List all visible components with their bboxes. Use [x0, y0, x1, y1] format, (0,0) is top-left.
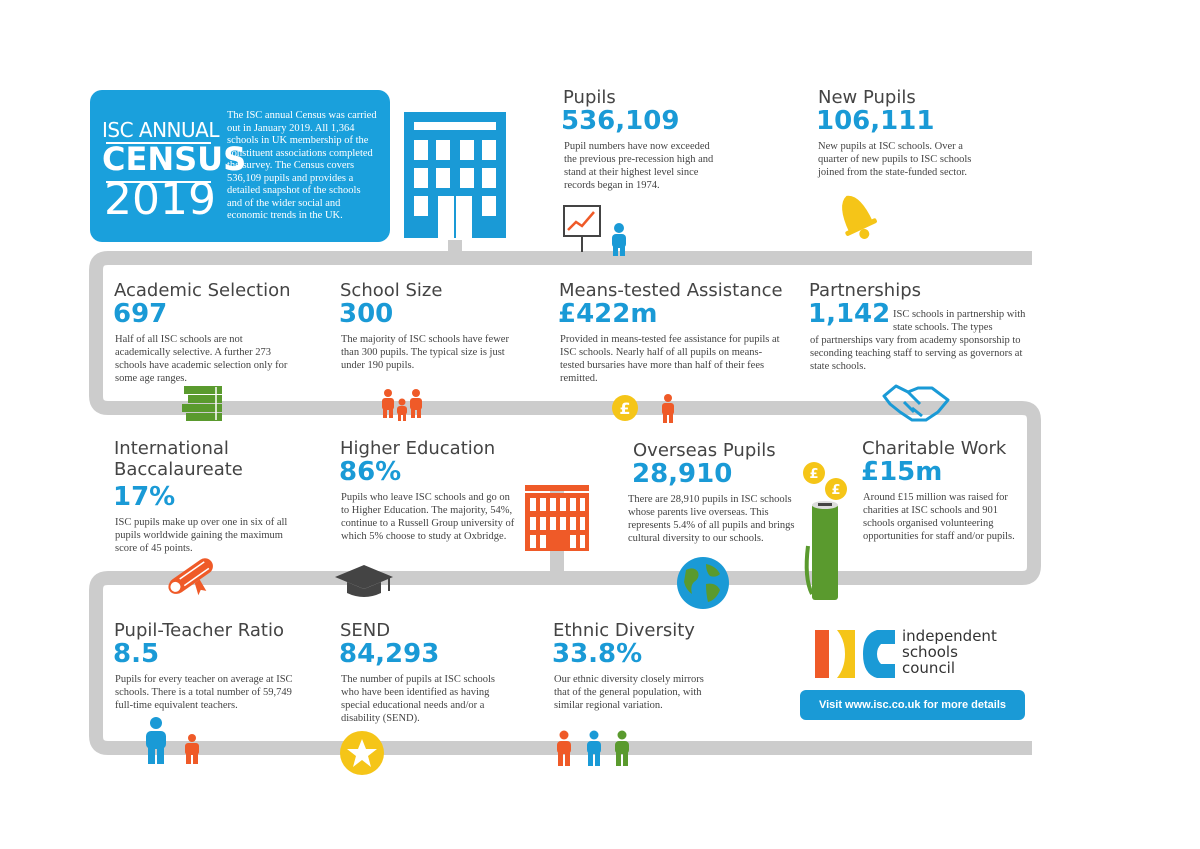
higher-education-value: 86%: [339, 457, 402, 487]
teacher-pupil-icon: [140, 716, 210, 766]
school-size-heading: School Size: [340, 280, 443, 301]
overseas-value: 28,910: [632, 459, 733, 489]
school-size-text: The majority of ISC schools have fewer than 300 pupils. The typical size is just under 190 pupils.: [341, 334, 509, 371]
isc-logo-text: [902, 628, 997, 676]
diploma-icon: [160, 550, 222, 602]
overseas-heading: Overseas Pupils: [633, 440, 776, 461]
means-tested-text: Provided in means-tested fee assistance for pupils at ISC schools. Nearly half of all pupils on means-tested bursaries have more than half of their fees remitted.: [560, 334, 780, 384]
means-tested-heading: Means-tested Assistance: [559, 280, 783, 301]
collection-tin-icon: [800, 498, 850, 606]
ib-text: ISC pupils make up over one in six of all pupils worldwide gaining the maximum score of 45 points.: [115, 517, 288, 554]
overseas-text: There are 28,910 pupils in ISC schools whose parents live overseas. This represents 5.4% of all pupils and brings cultural diversity to our schools.: [628, 494, 795, 544]
higher-education-text: Pupils who leave ISC schools and go on to Higher Education. The majority, 54%, continue to a Russell Group university of which 5% choose to study at Oxbridge.: [341, 492, 515, 542]
family-icon: [378, 388, 428, 424]
census-title-small: ISC ANNUAL: [102, 118, 219, 142]
logo-line2: schools: [902, 643, 958, 661]
higher-education-heading: Higher Education: [340, 438, 496, 459]
logo-line1: independent: [902, 627, 997, 645]
globe-icon: [676, 556, 730, 610]
census-title-box: [90, 90, 390, 242]
census-description: The ISC annual Census was carried out in January 2019. All 1,364 schools in UK membership of the constituent associations completed the survey. The Census covers 536,109 pupils and provides a detailed snapshot of the schools and of the wider social and economic trends in the UK.: [227, 110, 377, 221]
ethnic-value: 33.8%: [552, 639, 643, 669]
pound-coin-icon: [610, 393, 690, 427]
charitable-text: Around £15 million was raised for charities at ISC schools and 901 schools organised volunteering opportunities for staff and/or pupils.: [863, 492, 1015, 542]
ib-value: 17%: [113, 482, 176, 512]
pupil-icon: [607, 222, 631, 258]
handshake-icon: [882, 378, 952, 428]
campus-building-icon: [523, 483, 591, 555]
diverse-people-icon: [552, 730, 634, 770]
ib-heading-line1: International: [114, 438, 229, 459]
send-text: The number of pupils at ISC schools who have been identified as having special educational needs and/or a disability (SEND).: [341, 674, 495, 724]
partnerships-text: of partnerships vary from academy sponsorship to seconding teaching staff to serving as governors at state schools.: [810, 335, 1023, 372]
new-pupils-value: 106,111: [816, 106, 935, 136]
pupils-text: Pupil numbers have now exceeded the previous pre-recession high and stand at their highest level since records began in 1974.: [564, 141, 714, 191]
census-title-big: CENSUS: [102, 140, 247, 178]
logo-line3: council: [902, 659, 956, 677]
academic-selection-heading: Academic Selection: [114, 280, 291, 301]
means-tested-value: £422m: [558, 299, 658, 329]
svg-text:£: £: [619, 399, 631, 418]
academic-selection-text: Half of all ISC schools are not academically selective. A further 273 schools have academic selection only for some age ranges.: [115, 334, 288, 384]
star-icon: [339, 730, 385, 776]
ptr-heading: Pupil-Teacher Ratio: [114, 620, 284, 641]
census-year: 2019: [104, 174, 216, 225]
send-heading: SEND: [340, 620, 391, 641]
new-pupils-text: New pupils at ISC schools. Over a quarter of new pupils to ISC schools joined from the state-funded sector.: [818, 141, 972, 178]
visit-website-button[interactable]: Visit www.isc.co.uk for more details: [800, 690, 1025, 720]
pupils-heading: Pupils: [563, 87, 616, 108]
send-value: 84,293: [339, 639, 440, 669]
ptr-text: Pupils for every teacher on average at ISC schools. There is a total number of 59,749 full-time equivalent teachers.: [115, 674, 293, 711]
partnerships-value: 1,142: [808, 299, 891, 329]
ib-heading-line2: Baccalaureate: [114, 459, 243, 480]
books-icon: [180, 384, 228, 426]
school-size-value: 300: [339, 299, 394, 329]
charitable-heading: Charitable Work: [862, 438, 1007, 459]
svg-text:£: £: [831, 483, 841, 498]
partnerships-heading: Partnerships: [809, 280, 922, 301]
ethnic-text: Our ethnic diversity closely mirrors that of the general population, with similar regional variation.: [554, 674, 704, 711]
partnerships-text-side: ISC schools in partnership with state schools. The types: [893, 309, 1026, 333]
charitable-value: £15m: [861, 457, 943, 487]
graduation-cap-icon: [333, 563, 395, 599]
bell-icon: [830, 184, 880, 246]
academic-selection-value: 697: [113, 299, 168, 329]
ethnic-heading: Ethnic Diversity: [553, 620, 695, 641]
school-building-icon: [400, 100, 510, 242]
isc-logo: [815, 628, 899, 680]
pupils-value: 536,109: [561, 106, 680, 136]
svg-text:£: £: [809, 467, 819, 482]
ptr-value: 8.5: [113, 639, 160, 669]
new-pupils-heading: New Pupils: [818, 87, 916, 108]
